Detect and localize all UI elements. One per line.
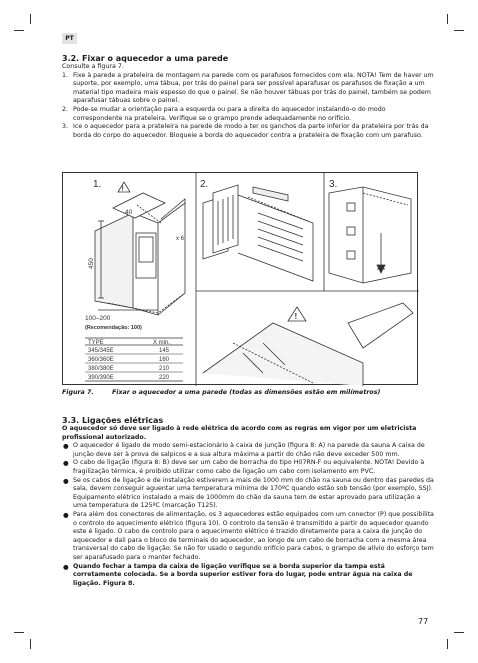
table-cell: 360/360E bbox=[88, 357, 114, 363]
crop-mark bbox=[30, 639, 31, 649]
dimension-40: 40 bbox=[125, 209, 133, 216]
bullet-icon: ● bbox=[63, 442, 69, 451]
table-cell: 345/345E bbox=[88, 348, 114, 354]
crop-mark bbox=[14, 632, 24, 633]
panel-2-heater-attach bbox=[203, 185, 313, 281]
list-item-text: Para além dos conectores de alimentação, os 3 aquecedores estão equipados com um conector (P) que possibilita o controlo do aquecimento elétrico (figura 10). O controlo da tensão é transmitido a partir do aquecedor quando este é ligado. O cabo de controlo para o aquecimento elétrico é trazido diretamente para a caixa de junção do aquecedor e dali para o bloco de terminais do aquecedor, ao longo de um cabo de borracha com a mesma área transversal do cabo de ligação. Se não for usado o segundo orifício para cabos, o grampo de alívio do esforço tem ser aparafusado para o manter fechado. bbox=[73, 510, 434, 561]
step-item bbox=[62, 123, 434, 140]
list-item bbox=[62, 511, 434, 563]
bullet-icon: ● bbox=[63, 459, 69, 468]
crop-mark bbox=[454, 632, 464, 633]
table-cell: 210 bbox=[159, 366, 170, 372]
figure-drawing bbox=[63, 173, 419, 386]
bullet-icon: ● bbox=[63, 562, 69, 571]
table-cell: 145 bbox=[159, 348, 170, 354]
section-body bbox=[62, 63, 434, 140]
panel-label-1: 1. bbox=[93, 179, 102, 190]
step-item bbox=[62, 106, 434, 123]
table-cell: 390/390E bbox=[88, 375, 114, 381]
table-cell: 380/380E bbox=[88, 366, 114, 372]
step-item bbox=[62, 72, 434, 106]
table-header: TYPE bbox=[88, 340, 104, 346]
panel-label-2: 2. bbox=[200, 179, 209, 190]
figure-caption-label: Figura 7. bbox=[62, 389, 94, 396]
intro-text: Consulte a figura 7. bbox=[62, 63, 124, 70]
dimension-recommendation: (Recomendação: 100) bbox=[85, 325, 142, 331]
list-item-text: O cabo de ligação (figura 8: B) deve ser um cabo de borracha do tipo H07RN-F ou equivalente. NOTA! Devido à fragilização térmica, é proibido utilizar como cabo de ligação um cabo com isolamento em PVC. bbox=[73, 459, 425, 475]
step-number: 2. bbox=[62, 105, 69, 113]
panel-1-wall-mount bbox=[88, 182, 185, 315]
language-tag: PT bbox=[62, 33, 77, 44]
figure-caption-text: Fixar o aquecedor a uma parede (todas as dimensões estão em milímetros) bbox=[112, 389, 381, 396]
step-number: 3. bbox=[62, 123, 69, 131]
list-item bbox=[62, 477, 434, 511]
bullet-list bbox=[62, 442, 434, 588]
step-number: 1. bbox=[62, 71, 69, 79]
table-cell: 220 bbox=[159, 375, 170, 381]
bullet-icon: ● bbox=[63, 510, 69, 519]
list-item-text: Se os cabos de ligação e de instalação estiverem a mais de 1000 mm do chão na sauna ou dentro das paredes da sala, devem conseguir aguentar uma temperatura mínima de 170ºC quando estão sob tensão (por exemplo, SSJ). Equipamento elétrico instalado a mais de 1000mm do chão da sauna tem de estar aprovado para utilização a uma temperatura de 125ºC (marcação T125). bbox=[73, 476, 434, 510]
crop-mark bbox=[14, 30, 24, 31]
crop-mark bbox=[30, 14, 31, 24]
panel-3-heater-profile bbox=[329, 187, 411, 283]
dimension-450: 450 bbox=[88, 258, 95, 269]
screw-count: x 6 bbox=[176, 236, 185, 242]
table-cell: 160 bbox=[159, 357, 170, 363]
list-item-text: O aquecedor é ligado de modo semi-estacionário à caixa de junção (figura 8: A) na parede da sauna A caixa de junção deve ser à prova de salpicos e a sua altura máxima a partir do chão não deve exceder 500 mm. bbox=[73, 442, 425, 458]
svg-text:!: ! bbox=[121, 185, 124, 193]
table-header: X min. bbox=[153, 340, 171, 346]
list-item bbox=[62, 442, 434, 459]
section-title: 3.3. Ligações elétricas bbox=[62, 416, 164, 425]
page-number: 77 bbox=[418, 617, 429, 626]
clearance-table bbox=[85, 338, 183, 381]
dimension-range: 100–200 bbox=[85, 315, 111, 322]
crop-mark bbox=[447, 14, 448, 24]
svg-text:!: ! bbox=[294, 312, 298, 321]
panel-label-3: 3. bbox=[329, 179, 338, 190]
list-item-text: Quando fechar a tampa da caixa de ligação verifique se a borda superior da tampa está corretamente colocada. Se a borda superior estiver fora do lugar, pode entrar água na caixa de ligação. Figura 8. bbox=[73, 562, 413, 587]
section-title: 3.2. Fixar o aquecedor a uma parede bbox=[62, 54, 229, 63]
step-text: Ice o aquecedor para a prateleira na parede de modo a ter os ganchos da parte inferior da prateleira por trás da borda do corpo do aquecedor. Bloqueie a borda do aquecedor contra a prateleira de fixação com um parafuso. bbox=[73, 123, 429, 139]
lead-text: O aquecedor só deve ser ligado à rede elétrica de acordo com as regras em vigor por um eletricista profissional autorizado. bbox=[62, 425, 417, 441]
step-text: Fixe à parede a prateleira de montagem na parede com os parafusos fornecidos com ela. NOTA! Tem de haver um suporte, por exemplo, uma tábua, por trás do painel para ser possível aparafusar os parafusos de fixação a um material tipo madeira mais espesso do que o painel. Se não houver tábuas por trás do painel, também se podem aparafusar tábuas sobre o painel. bbox=[73, 71, 434, 105]
crop-mark bbox=[447, 639, 448, 649]
bullet-icon: ● bbox=[63, 476, 69, 485]
steps-list bbox=[62, 72, 434, 141]
list-item bbox=[62, 459, 434, 476]
section-body bbox=[62, 425, 434, 588]
step-text: Pode-se mudar a orientação para a esquerda ou para a direita do aquecedor instalando-o do modo correspondente na prateleira. Verifique se o grampo prende adequadamente no orifício. bbox=[73, 105, 386, 122]
figure-7 bbox=[62, 172, 418, 385]
panel-4-wall-detail bbox=[203, 303, 413, 386]
list-item bbox=[62, 563, 434, 589]
crop-mark bbox=[454, 30, 464, 31]
